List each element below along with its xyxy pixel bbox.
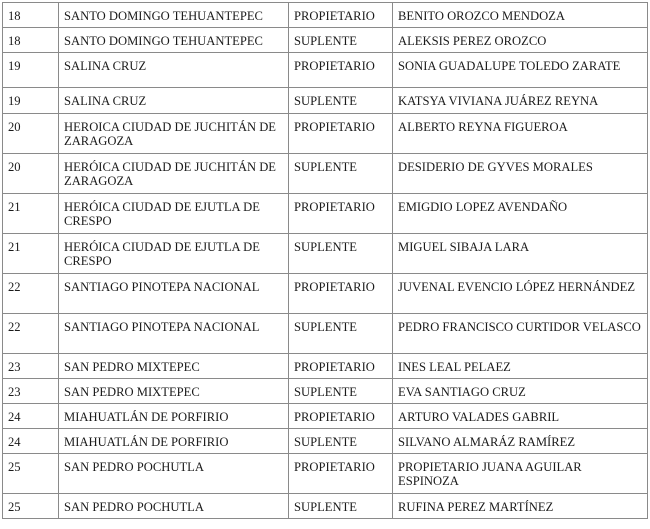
district-cell: 20	[3, 114, 59, 154]
candidate-name-cell: ALBERTO REYNA FIGUEROA	[393, 114, 648, 154]
position-cell: PROPIETARIO	[289, 404, 393, 429]
district-cell: 23	[3, 354, 59, 379]
position-cell: SUPLENTE	[289, 154, 393, 194]
candidate-name-cell: SONIA GUADALUPE TOLEDO ZARATE	[393, 53, 648, 88]
district-cell: 18	[3, 28, 59, 53]
municipality-cell: SANTO DOMINGO TEHUANTEPEC	[59, 28, 289, 53]
position-cell: PROPIETARIO	[289, 354, 393, 379]
district-cell: 21	[3, 234, 59, 274]
candidate-name-cell: RUFINA PEREZ MARTÍNEZ	[393, 494, 648, 519]
position-cell: PROPIETARIO	[289, 53, 393, 88]
position-cell: PROPIETARIO	[289, 194, 393, 234]
candidate-name-cell: PROPIETARIO JUANA AGUILAR ESPINOZA	[393, 454, 648, 494]
position-cell: PROPIETARIO	[289, 454, 393, 494]
district-cell: 22	[3, 314, 59, 354]
district-cell: 24	[3, 429, 59, 454]
position-cell: SUPLENTE	[289, 429, 393, 454]
municipality-cell: SAN PEDRO POCHUTLA	[59, 494, 289, 519]
municipality-cell: HERÓICA CIUDAD DE EJUTLA DE CRESPO	[59, 194, 289, 234]
candidate-name-cell: DESIDERIO DE GYVES MORALES	[393, 154, 648, 194]
position-cell: PROPIETARIO	[289, 3, 393, 28]
candidate-name-cell: KATSYA VIVIANA JUÁREZ REYNA	[393, 88, 648, 114]
district-cell: 20	[3, 154, 59, 194]
district-cell: 24	[3, 404, 59, 429]
candidate-name-cell: EVA SANTIAGO CRUZ	[393, 379, 648, 404]
district-cell: 25	[3, 454, 59, 494]
position-cell: SUPLENTE	[289, 88, 393, 114]
table-row	[3, 194, 648, 234]
position-cell: PROPIETARIO	[289, 114, 393, 154]
table-row	[3, 354, 648, 379]
municipality-cell: SAN PEDRO POCHUTLA	[59, 454, 289, 494]
municipality-cell: HERÓICA CIUDAD DE JUCHITÁN DE ZARAGOZA	[59, 154, 289, 194]
district-cell: 23	[3, 379, 59, 404]
district-cell: 18	[3, 3, 59, 28]
municipality-cell: SAN PEDRO MIXTEPEC	[59, 354, 289, 379]
table-row	[3, 114, 648, 154]
table-row	[3, 494, 648, 519]
candidate-name-cell: MIGUEL SIBAJA LARA	[393, 234, 648, 274]
municipality-cell: SALINA CRUZ	[59, 53, 289, 88]
candidate-name-cell: INES LEAL PELAEZ	[393, 354, 648, 379]
table-row	[3, 88, 648, 114]
municipality-cell: SALINA CRUZ	[59, 88, 289, 114]
district-cell: 22	[3, 274, 59, 314]
candidate-name-cell: ARTURO VALADES GABRIL	[393, 404, 648, 429]
table-row	[3, 429, 648, 454]
table-row	[3, 234, 648, 274]
candidates-table	[2, 2, 648, 519]
position-cell: SUPLENTE	[289, 234, 393, 274]
municipality-cell: SANTO DOMINGO TEHUANTEPEC	[59, 3, 289, 28]
table-row	[3, 53, 648, 88]
table-row	[3, 274, 648, 314]
municipality-cell: MIAHUATLÁN DE PORFIRIO	[59, 404, 289, 429]
municipality-cell: HERÓICA CIUDAD DE EJUTLA DE CRESPO	[59, 234, 289, 274]
table-row	[3, 454, 648, 494]
table-row	[3, 314, 648, 354]
position-cell: SUPLENTE	[289, 379, 393, 404]
district-cell: 25	[3, 494, 59, 519]
table-row	[3, 404, 648, 429]
position-cell: PROPIETARIO	[289, 274, 393, 314]
district-cell: 21	[3, 194, 59, 234]
district-cell: 19	[3, 88, 59, 114]
table-row	[3, 154, 648, 194]
candidate-name-cell: BENITO OROZCO MENDOZA	[393, 3, 648, 28]
candidate-name-cell: EMIGDIO LOPEZ AVENDAÑO	[393, 194, 648, 234]
candidate-name-cell: SILVANO ALMARÁZ RAMÍREZ	[393, 429, 648, 454]
position-cell: SUPLENTE	[289, 28, 393, 53]
candidate-name-cell: PEDRO FRANCISCO CURTIDOR VELASCO	[393, 314, 648, 354]
municipality-cell: SAN PEDRO MIXTEPEC	[59, 379, 289, 404]
municipality-cell: MIAHUATLÁN DE PORFIRIO	[59, 429, 289, 454]
position-cell: SUPLENTE	[289, 494, 393, 519]
municipality-cell: SANTIAGO PINOTEPA NACIONAL	[59, 314, 289, 354]
table-row	[3, 3, 648, 28]
candidate-name-cell: JUVENAL EVENCIO LÓPEZ HERNÁNDEZ	[393, 274, 648, 314]
candidate-name-cell: ALEKSIS PEREZ OROZCO	[393, 28, 648, 53]
table-row	[3, 28, 648, 53]
table-row	[3, 379, 648, 404]
municipality-cell: SANTIAGO PINOTEPA NACIONAL	[59, 274, 289, 314]
position-cell: SUPLENTE	[289, 314, 393, 354]
municipality-cell: HEROICA CIUDAD DE JUCHITÁN DE ZARAGOZA	[59, 114, 289, 154]
district-cell: 19	[3, 53, 59, 88]
